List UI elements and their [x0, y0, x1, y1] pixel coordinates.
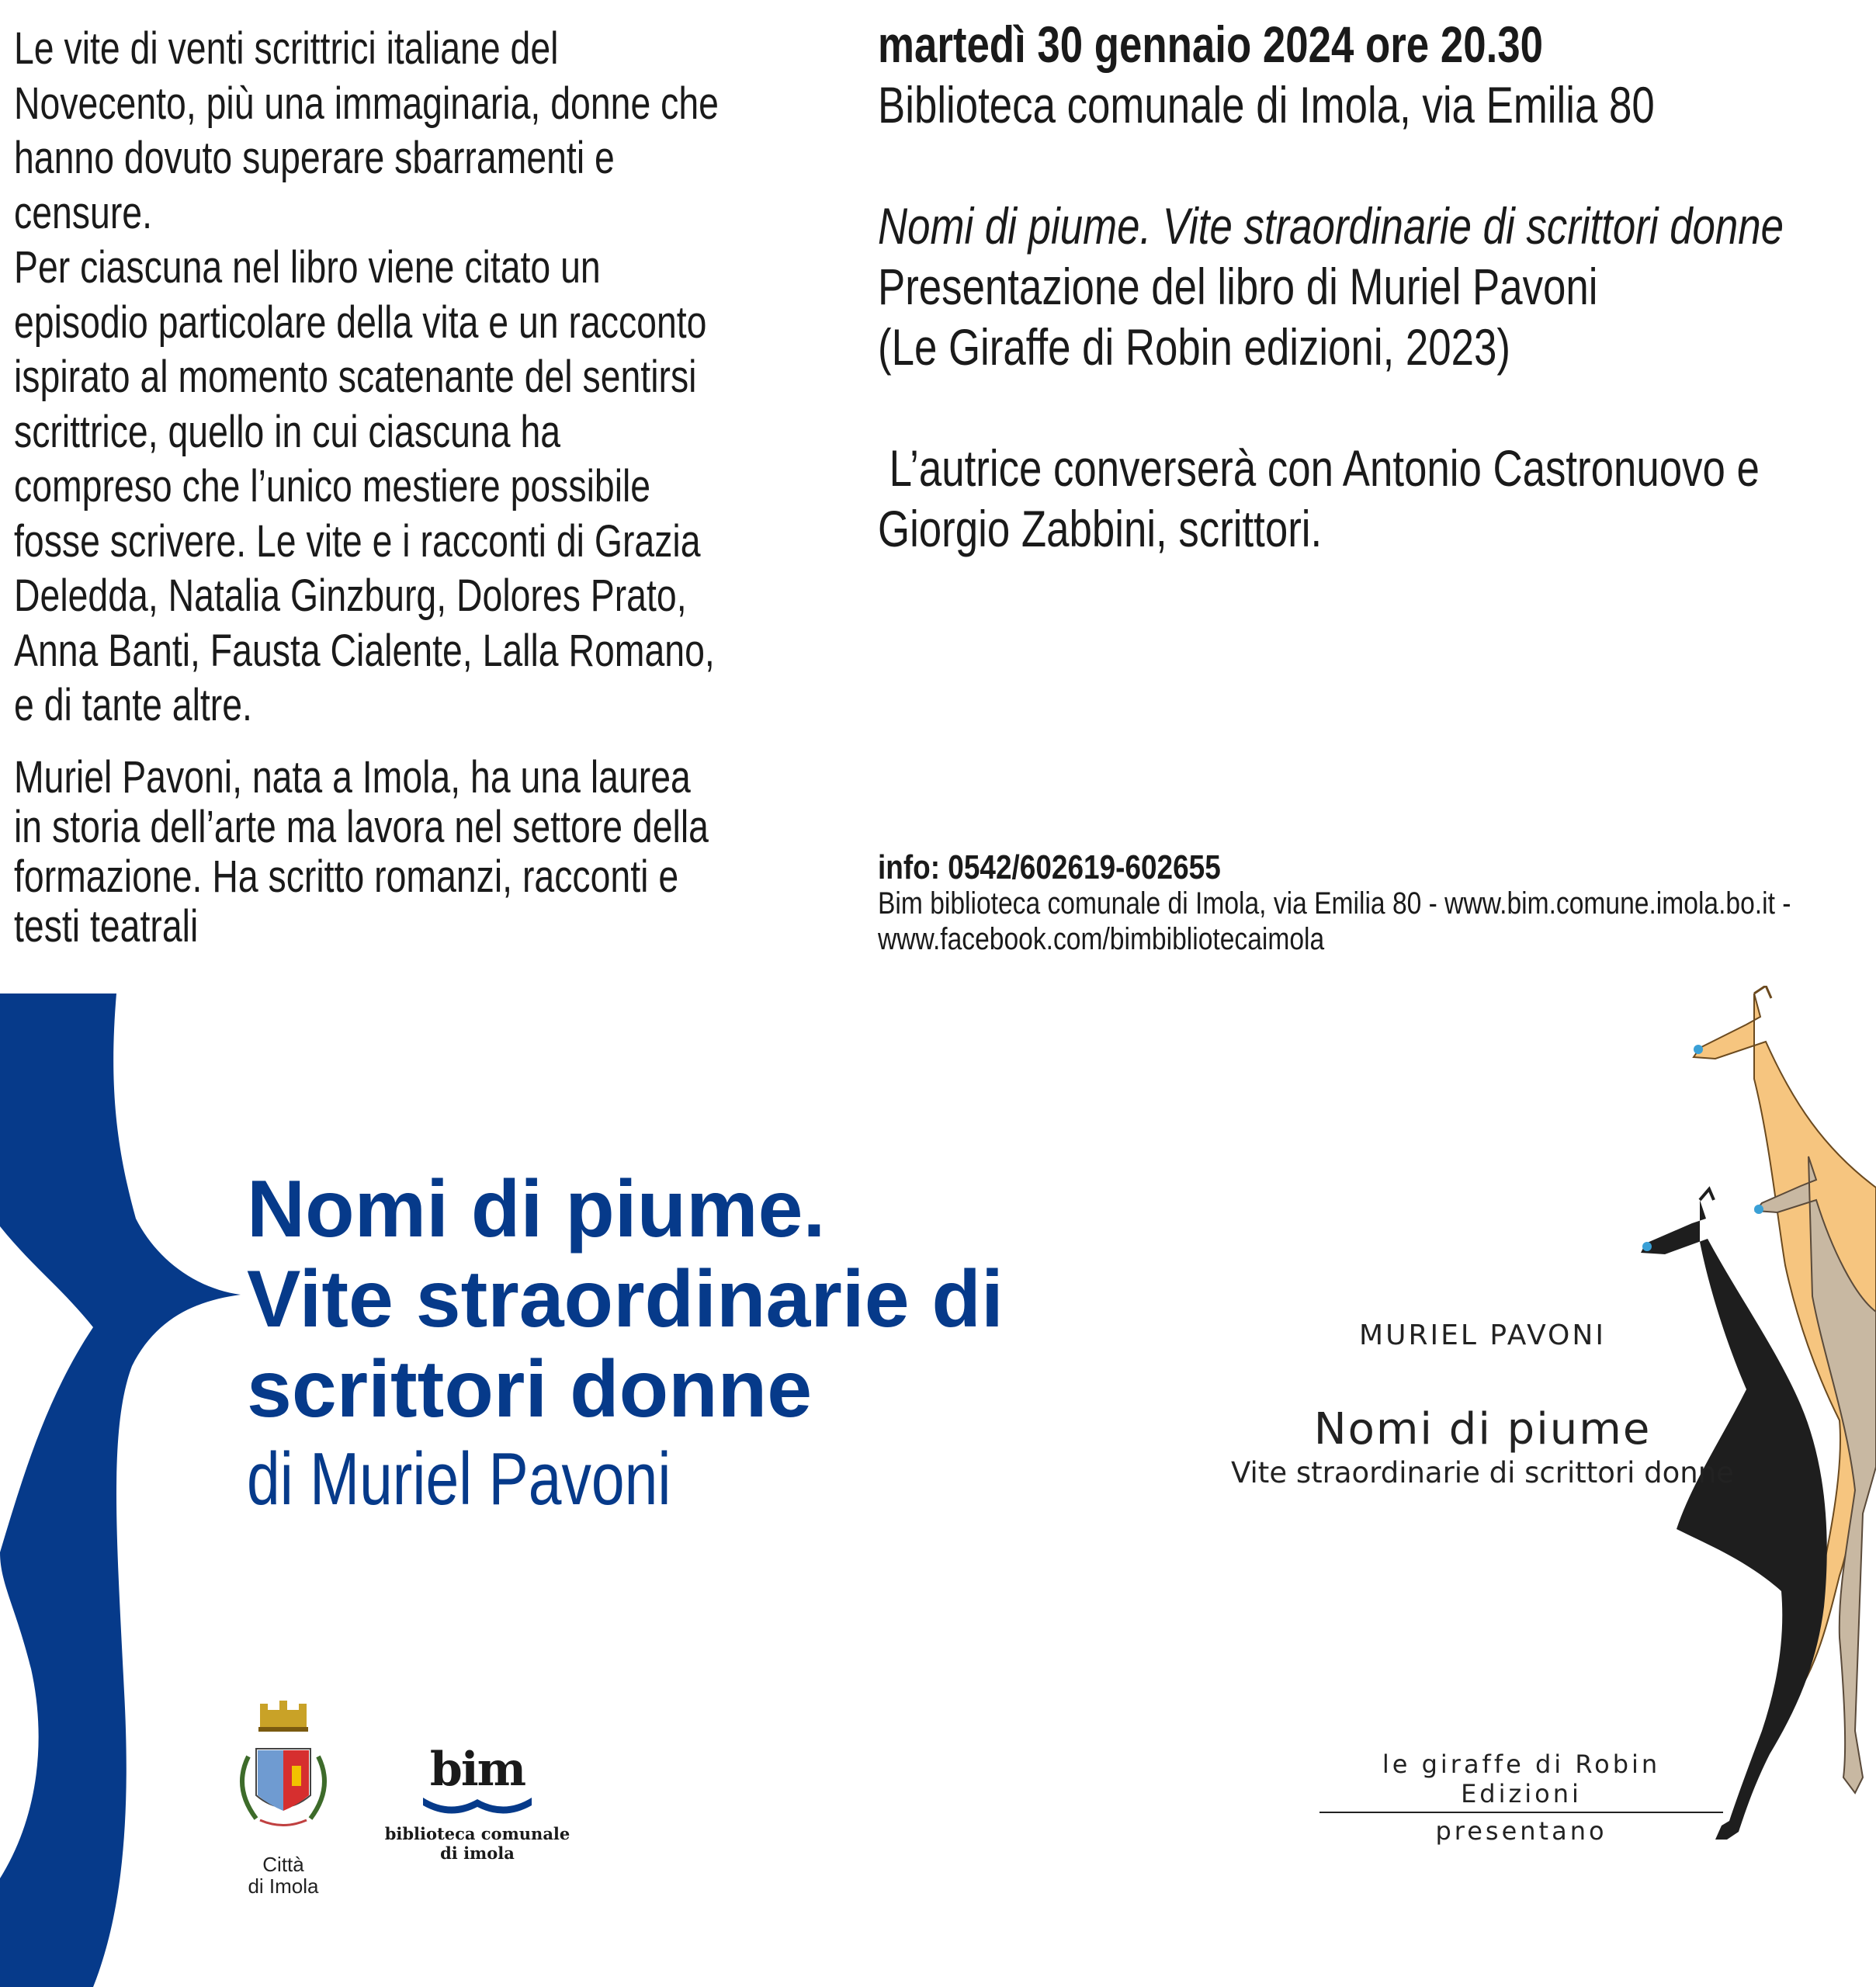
event-book-title: Nomi di piume. Vite straordinarie di scrittori donne [878, 197, 1784, 255]
cover-author: MURIEL PAVONI [1359, 1319, 1606, 1351]
info-facebook-line: www.facebook.com/bimbibliotecaimola [878, 922, 1325, 956]
book-description [14, 22, 728, 733]
open-book-icon [415, 1793, 539, 1821]
info-phone: info: 0542/602619-602655 [878, 848, 1221, 886]
description-paragraph-2: Per ciascuna nel libro viene citato un episodio particolare della vita e un racconto ispirato al momento scatenante del sentirsi scrittrice, quello in cui ciascuna ha compreso che l’unico mestiere possibile fosse scrivere. Le vite e i racconti di Grazia Deledda, Natalia Ginzburg, Dolores Prato, Anna Banti, Fausta Cialente, Lalla Romano, e di tante altre. [14, 242, 715, 730]
event-details [878, 14, 1847, 559]
info-block [878, 850, 1856, 957]
bim-subtitle-line-2: di imola [440, 1843, 515, 1863]
poster-author-line: di Muriel Pavoni [247, 1437, 671, 1521]
info-address-line: Bim biblioteca comunale di Imola, via Emilia 80 - www.bim.comune.imola.bo.it - [878, 886, 1791, 921]
bim-wordmark: bim [429, 1743, 525, 1797]
publisher-block [1319, 1749, 1723, 1846]
bim-subtitle-line-1: biblioteca comunale [384, 1824, 570, 1843]
cover-title: Nomi di piume [1313, 1404, 1652, 1455]
city-name-line-1: Città [262, 1853, 304, 1876]
publisher-presents: presentano [1435, 1816, 1607, 1846]
city-of-imola-logo [225, 1694, 342, 1897]
poster-title-line-3: scrittori donne [247, 1344, 813, 1434]
book-cover-text [1211, 1319, 1754, 1489]
author-bio: Muriel Pavoni, nata a Imola, ha una laurea in storia dell’arte ma lavora nel settore della formazione. Ha scritto romanzi, racconti e testi teatrali [14, 752, 709, 952]
publisher-divider [1319, 1812, 1723, 1813]
poster-title-line-2: Vite straordinarie di [247, 1254, 1004, 1344]
poster-title-line-1: Nomi di piume. [247, 1164, 826, 1254]
city-crest-icon [225, 1694, 342, 1850]
cover-subtitle: Vite straordinarie di scrittori donne [1231, 1456, 1734, 1489]
event-presentation: Presentazione del libro di Muriel Pavoni [878, 258, 1598, 315]
event-venue: Biblioteca comunale di Imola, via Emilia 80 [878, 76, 1655, 134]
event-date: martedì 30 gennaio 2024 ore 20.30 [878, 16, 1543, 73]
bim-library-logo [373, 1743, 582, 1863]
event-conversation: L’autrice converserà con Antonio Castronuovo e Giorgio Zabbini, scrittori. [878, 439, 1771, 557]
description-paragraph-1: Le vite di venti scrittrici italiane del Novecento, più una immaginaria, donne che hanno dovuto superare sbarramenti e censure. [14, 23, 719, 238]
city-name-line-2: di Imola [248, 1874, 319, 1898]
blue-feather-shape [0, 994, 248, 1987]
event-publisher-note: (Le Giraffe di Robin edizioni, 2023) [878, 318, 1510, 376]
publisher-name: le giraffe di Robin Edizioni [1382, 1749, 1661, 1808]
